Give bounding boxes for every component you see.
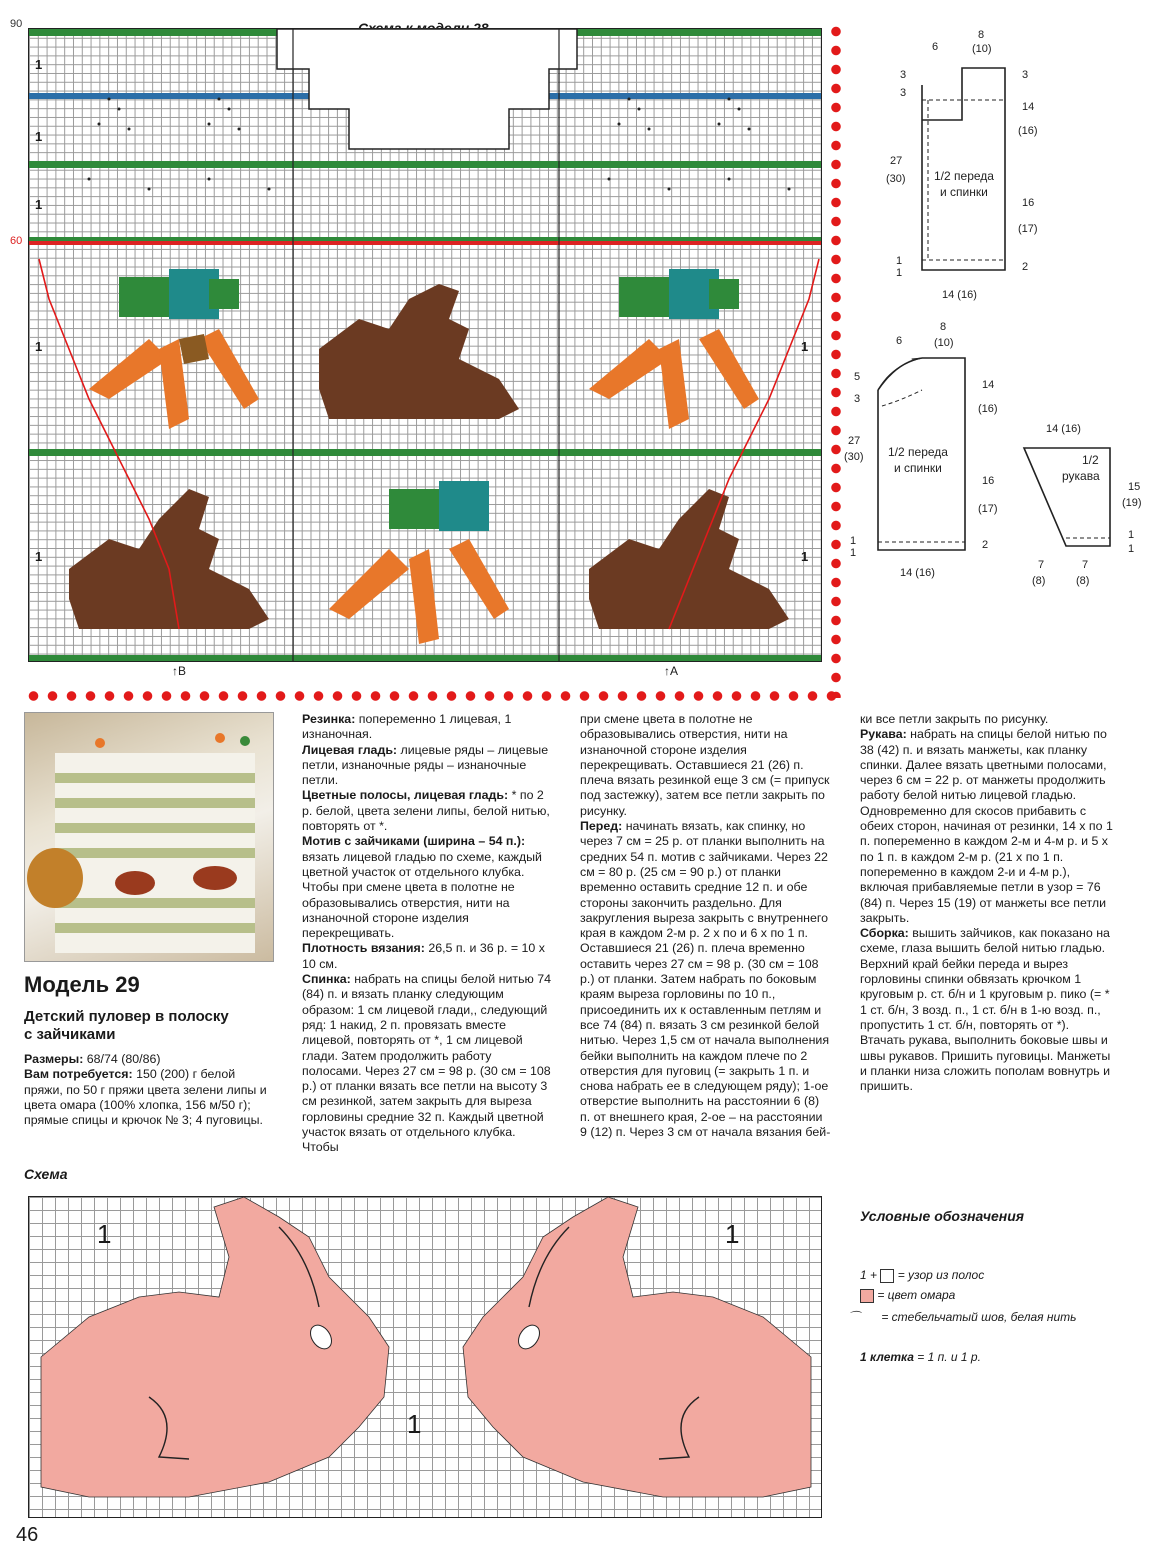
dim-7a: 7 [1038, 559, 1045, 571]
model-title: Модель 29 [24, 972, 140, 997]
dim-1b: 1 [1128, 543, 1135, 555]
dim-3b: 3 [900, 87, 907, 99]
dim-16: (16) [1018, 125, 1038, 137]
label-and-back: и спинки [940, 185, 988, 199]
dim-14: 14 [1022, 101, 1035, 113]
dim-5: 5 [854, 371, 861, 383]
row-marker: 1 [35, 197, 43, 212]
row-marker: 1 [35, 129, 43, 144]
row-marker: 1 [35, 549, 43, 564]
dotted-divider-horizontal [24, 690, 836, 702]
text-column-4: ки все петли закрыть по рисунку. Рукава: набрать на спицы белой нитью по 38 (42) п. и вязать манжеты, как планку спинки. Далее вязать цветными полосами, через 6 см = 22 р. от манжеты продолжить работу белой нитью лицевой гладью. Одновременно для скосов прибавить с обеих сторон, начиная от резинки, 14 х по 1 п. попеременно в каждом 2-м и 4-м р. и 5 х по 1 п. в каждом 2-м р. (21 х по 1 п. попеременно в каждом 2-и и 4-м р.), включая прибавляемые петли в узор = 76 (84) п. Через 15 (19) от манжеты все петли закрыть. Сборка: вышить зайчиков, как показано на схеме, глаза вышить белой нитью гладью. Верхний край бейки переда и вырез горловины спинки обвязать крючком 1 круговым р. ст. б/н и 1 круговым р. пико (= * 1 ст. б/н, 3 возд. п., 1 ст. б/н в 1-ю возд. п., пропустить 1 ст. б/н, повторять от *). Втачать рукава, выполнить боковые швы и швы рукавов. Пришить пуговицы. Манжеты и планки низа сложить пополам вовнутрь и пришить. [860, 712, 1113, 1094]
row-number-60: 60 [10, 235, 23, 247]
dim-top: 14 (16) [1046, 423, 1081, 435]
dim-27: 27 [890, 155, 903, 167]
dim-3a: 3 [900, 69, 907, 81]
page-number: 46 [16, 1524, 39, 1546]
dim-27: 27 [848, 435, 861, 447]
text-column-3: при смене цвета в полотне не образовывались отверстия, нити на изнаночной стороне изделия перекрещивать. Оставшиеся 21 (26) п. плеча вязать резинкой еще 3 см (= припуск под застежку), затем все петли закрыть по рисунку. Перед: начинать вязать, как спинку, но через 7 см = 25 р. от планки выполнить на средних 54 п. мотив с зайчиками. Через 22 см = 80 р. (25 см = 90 р.) от планки временно оставить средние 12 п. и обе стороны закончить раздельно. Для закругления выреза закрыть с внутреннего края в каждом 2-м р. 2 х по и 6 х по 1 п. Оставшиеся 21 (26) п. плеча временно оставить через 27 см = 98 р. (30 см = 108 р.) от планки. Затем набрать по боковым краям выреза горловины по 10 п., присоединить их к оставленным петлям и все 74 (84) п. вязать 3 см резинкой белой нитью. Через 1,5 см от начала выполнения бейки выполнить на каждом плече по 2 отверстия для пуговиц (= закрыть 1 п. и снова набрать ее в следующем ряду); 1-ое отверстие выполнить на расстоянии 6 (8) п. от внешнего края, 2-ое – на расстоянии 9 (12) п. Через 3 см от начала вязания бей- [580, 712, 831, 1140]
label-sleeve: рукава [1062, 469, 1100, 483]
bunny-motifs [29, 1197, 822, 1518]
label-and-back: и спинки [894, 461, 942, 475]
dim-bottom: 14 (16) [900, 567, 935, 579]
dim-10: (10) [972, 43, 992, 55]
legend-item-stitch: ⌒ = стебельчатый шов, белая нить [848, 1310, 1077, 1324]
dim-2: 2 [1022, 261, 1029, 273]
scheme-label: Схема [24, 1166, 68, 1182]
schematic-sleeve [1010, 418, 1150, 590]
dim-30: (30) [886, 173, 906, 185]
dim-17: (17) [1018, 223, 1038, 235]
dim-6: 6 [896, 335, 903, 347]
sweater-illustration [25, 713, 274, 962]
dim-17: (17) [978, 503, 998, 515]
stem-stitch-icon: ⌒ [848, 1310, 861, 1324]
marker-b: ↑B [172, 664, 187, 678]
dim-8a: (8) [1032, 575, 1046, 587]
row-number-90: 90 [10, 18, 23, 30]
dim-14: 14 [982, 379, 995, 391]
chart-motifs [29, 29, 822, 662]
dim-1b: 1 [896, 267, 903, 279]
marker-a: ↑A [664, 664, 679, 678]
chart-number: 1 [97, 1219, 112, 1249]
dim-1a: 1 [896, 255, 903, 267]
dim-1a: 1 [1128, 529, 1135, 541]
legend-item-lobster: = цвет омара [860, 1288, 955, 1303]
dim-1b: 1 [850, 547, 857, 559]
label-half-front: 1/2 переда [888, 445, 948, 459]
dim-6: 6 [932, 41, 939, 53]
dim-bottom: 14 (16) [942, 289, 977, 301]
model-subtitle-1: Детский пуловер в полоску [24, 1008, 229, 1025]
model-subtitle-2: с зайчиками [24, 1026, 116, 1043]
label-half: 1/2 [1082, 453, 1099, 467]
row-marker: 1 [35, 339, 43, 354]
dim-3: 3 [854, 393, 861, 405]
dim-7b: 7 [1082, 559, 1089, 571]
dim-30: (30) [844, 451, 864, 463]
dim-16b: 16 [982, 475, 995, 487]
pink-square-icon [860, 1289, 874, 1303]
knitting-chart-model-28 [28, 28, 822, 662]
dotted-divider-vertical [830, 22, 842, 698]
dim-1a: 1 [850, 535, 857, 547]
white-square-icon [880, 1269, 894, 1283]
dim-8b: (8) [1076, 575, 1090, 587]
dim-8: 8 [978, 30, 985, 41]
text-column-1: Размеры: 68/74 (80/86) Вам потребуется: 150 (200) г белой пряжи, по 50 г пряжи цвета зелени липы и цвета омара (100% хлопка, 156 м/50 г); прямые спицы и крючок № 3; 4 пуговицы. [24, 1052, 267, 1128]
dim-16: (16) [978, 403, 998, 415]
dim-10: (10) [934, 337, 954, 349]
text-column-2: Резинка: попеременно 1 лицевая, 1 изнаночная. Лицевая гладь: лицевые ряды – лицевые петли, изнаночные ряды – изнаночные петли. Цветные полосы, лицевая гладь: * по 2 р. белой, цвета зелени липы, белой нитью, повторять от *. Мотив с зайчиками (ширина – 54 п.): вязать лицевой гладью по схеме, каждый цветной участок от отдельного клубка. Чтобы при смене цвета в полотне не образовывались отверстия, нити на изнаночной стороне изделия перекрещивать. Плотность вязания: 26,5 п. и 36 р. = 10 х 10 см. Спинка: набрать на спицы белой нитью 74 (84) п. и вязать планку следующим образом: 1 см лицевой глади,, следующий ряд: 1 накид, 2 п. провязать вместе лицевой, повторять от *, 1 см лицевой глади. Затем продолжить работу полосами. Через 27 см = 98 р. (30 см = 108 р.) от планки вязать все петли на высоту 3 см резинкой, затем закрыть для выреза горловины средние 32 п. Каждый цветной участок вязать от отдельного клубка. Чтобы [302, 712, 552, 1155]
chart-number: 1 [725, 1219, 740, 1249]
legend-item-cell: 1 клетка = 1 п. и 1 р. [860, 1350, 981, 1364]
dim-3c: 3 [1022, 69, 1029, 81]
knitting-chart-model-29 [28, 1196, 822, 1518]
dim-19: (19) [1122, 497, 1142, 509]
photo-sweater [24, 712, 274, 962]
row-marker: 1 [35, 57, 43, 72]
legend-title: Условные обозначения [860, 1208, 1025, 1224]
dim-8: 8 [940, 321, 947, 333]
dim-2: 2 [982, 539, 989, 551]
legend-item-stripes: 1 + = узор из полос [860, 1268, 985, 1282]
label-half-front: 1/2 переда [934, 169, 994, 183]
dim-16b: 16 [1022, 197, 1035, 209]
dim-15: 15 [1128, 481, 1141, 493]
schematic-front-back-1 [860, 30, 1060, 310]
chart-number: 1 [407, 1409, 422, 1439]
row-marker: 1 [801, 549, 809, 564]
row-marker: 1 [801, 339, 809, 354]
